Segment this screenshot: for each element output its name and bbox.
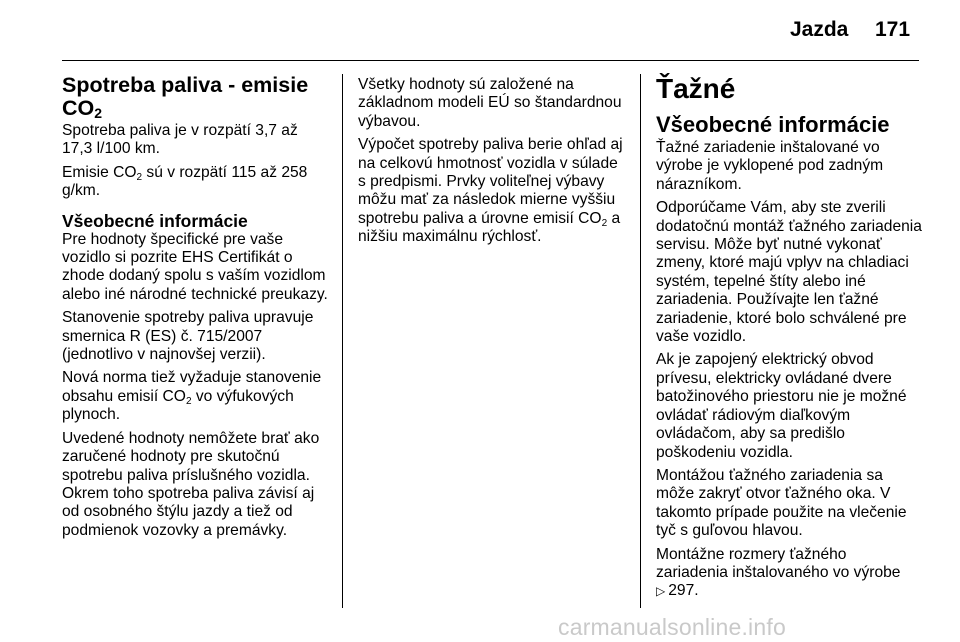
paragraph: Emisie CO2 sú v rozpätí 115 až 258 g/km. (62, 163, 308, 200)
chapter-title-towing: Ťažné (656, 73, 736, 104)
page-header (0, 0, 960, 58)
section-heading-fuel-consumption: Spotreba paliva - emisie $CO_2$ (62, 73, 309, 121)
page-reference-arrow-icon: ▷ (656, 584, 666, 599)
section-title: Jazda (790, 18, 849, 41)
column-divider (342, 74, 343, 608)
header-divider (62, 60, 919, 61)
paragraph: Stanovenie spotreby paliva upravuje smernica R (ES) č. 715/2007 (jednotlivo v najnovšej verzii). (62, 309, 314, 364)
page-reference-link[interactable]: 297. (668, 582, 699, 600)
subheading-general-info: Všeobecné informácie (656, 112, 890, 137)
paragraph: Výpočet spotreby paliva berie ohľad aj na celkovú hmotnosť vozidla v súlade s predpismi. Prvky voliteľnej výbavy môžu mať za následok mierne vyššiu spotrebu paliva a úrovne emisií CO2 a nižšiu maximálnu rýchlosť. (358, 136, 623, 246)
paragraph: Spotreba paliva je v rozpätí 3,7 až 17,3 l/100 km. (62, 122, 298, 158)
paragraph: Montážou ťažného zariadenia sa môže zakryť otvor ťažného oka. V takomto prípade použite na vlečenie tyč s guľovou hlavou. (656, 466, 907, 540)
paragraph: Všetky hodnoty sú založené na základnom modeli EÚ so štandardnou výbavou. (358, 76, 622, 130)
paragraph: Ťažné zariadenie inštalované vo výrobe je vyklopené pod zadným nárazníkom. (656, 139, 884, 193)
column-3 (656, 74, 922, 606)
paragraph: Nová norma tiež vyžaduje stanovenie obsahu emisií CO2 vo výfukových plynoch. (62, 369, 322, 424)
paragraph: Ak je zapojený elektrický obvod prívesu, elektricky ovládané dvere batožinového priestoru nie je možné ovládať rádiovým diaľkovým ovládačom, aby sa predišlo poškodeniu vozidla. (656, 351, 907, 461)
column-1 (62, 74, 332, 545)
paragraph: Montážne rozmery ťažného zariadenia inštalovaného vo výrobe ▷ 297. (656, 545, 901, 600)
column-2 (358, 76, 628, 252)
column-divider (640, 74, 641, 608)
watermark: carmanualsonline.info (558, 614, 786, 640)
paragraph: Pre hodnoty špecifické pre vaše vozidlo si pozrite EHS Certifikát o zhode dodaný spolu s vaším vozidlom alebo iné národné technické preukazy. (62, 230, 328, 303)
subheading-general-info: Všeobecné informácie (62, 210, 248, 231)
paragraph: Uvedené hodnoty nemôžete brať ako zaručené hodnoty pre skutočnú spotrebu paliva príslušného vozidla. Okrem toho spotreba paliva závisí aj od osobného štýlu jazdy a tiež od podmienok vozovky a premávky. (62, 429, 320, 539)
page-number: 171 (875, 18, 911, 41)
paragraph: Odporúčame Vám, aby ste zverili dodatočnú montáž ťažného zariadenia servisu. Môže byť nutné vykonať zmeny, ktoré majú vplyv na chladiaci systém, tepelné štíty alebo iné zariadenia. Používajte len ťažné zariadenie, ktoré bolo schválené pre vaše vozidlo. (656, 199, 922, 346)
